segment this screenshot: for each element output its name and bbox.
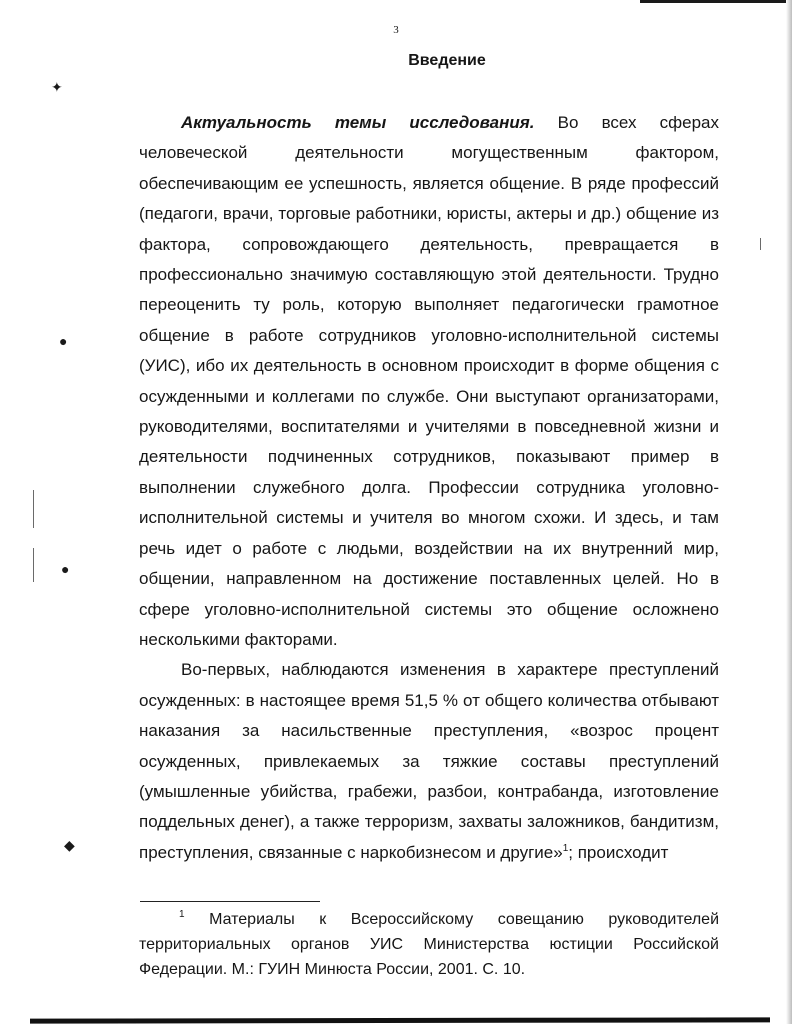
paragraph-text: Во-первых, наблюдаются изменения в характере преступлений осужденных: в настоящее время 51,5 % от общего количества отбывают наказания за насильственные преступления, «возрос процент осужденных, привлекаемых за тяжкие составы преступлений (умышленные убийства, грабежи, разбои, контрабанда, изготовление поддельных денег), а также терроризм, захваты заложников, бандитизм, преступления, связанные с наркобизнесом и другие» [139,660,719,862]
scan-margin-line [33,490,34,528]
body-text [139,108,719,868]
footnote-reference[interactable]: 1 [562,842,569,854]
paragraph-text: ; происходит [568,842,669,862]
paragraph-text: Во всех сферах человеческой деятельности могущественным фактором, обеспечивающим ее успешность, является общение. В ряде профессий (педагоги, врачи, торговые работники, юристы, актеры и др.) общение из фактора, сопровождающего деятельность, превращается в профессионально значимую составляющую этой деятельности. Трудно переоценить ту роль, которую выполняет педагогически грамотное общение в работе сотрудников уголовно-исполнительной системы (УИС), ибо их деятельность в основном происходит в форме общения с осужденными и коллегами по службе. Они выступают организаторами, руководителями, воспитателями и учителями в повседневной жизни и деятельности подчиненных сотрудников, показывают пример в выполнении служебного долга. Профессии сотрудника уголовно-исполнительной системы и учителя во многом схожи. И здесь, и там речь идет о работе с людьми, воздействии на их внутренний мир, общении, направленном на достижение поставленных целей. Но в сфере уголовно-исполнительной системы это общение осложнено несколькими факторами. [139,113,719,649]
footnote-marker: 1 [179,909,185,920]
punch-hole-mark: ● [61,561,70,577]
punch-hole-mark: ● [59,333,68,349]
scan-edge-bottom [30,1017,770,1023]
scan-margin-line [33,548,34,582]
scan-margin-line [760,238,761,250]
punch-hole-mark: ◆ [64,837,75,853]
punch-hole-mark: ✦ [51,79,63,95]
footnote-divider [140,901,320,902]
paragraph [139,655,719,868]
scan-edge-top [640,0,792,3]
page-title: Введение [408,52,486,69]
footnote [139,907,719,982]
scan-edge-right [786,0,792,1024]
page-number: 3 [393,24,399,36]
footnote-text: Материалы к Всероссийскому совещанию руководителей территориальных органов УИС Министерства юстиции Российской Федерации. М.: ГУИН Минюста России, 2001. С. 10. [139,911,719,978]
lead-phrase: Актуальность темы исследования. [181,113,535,132]
paragraph [139,108,719,655]
